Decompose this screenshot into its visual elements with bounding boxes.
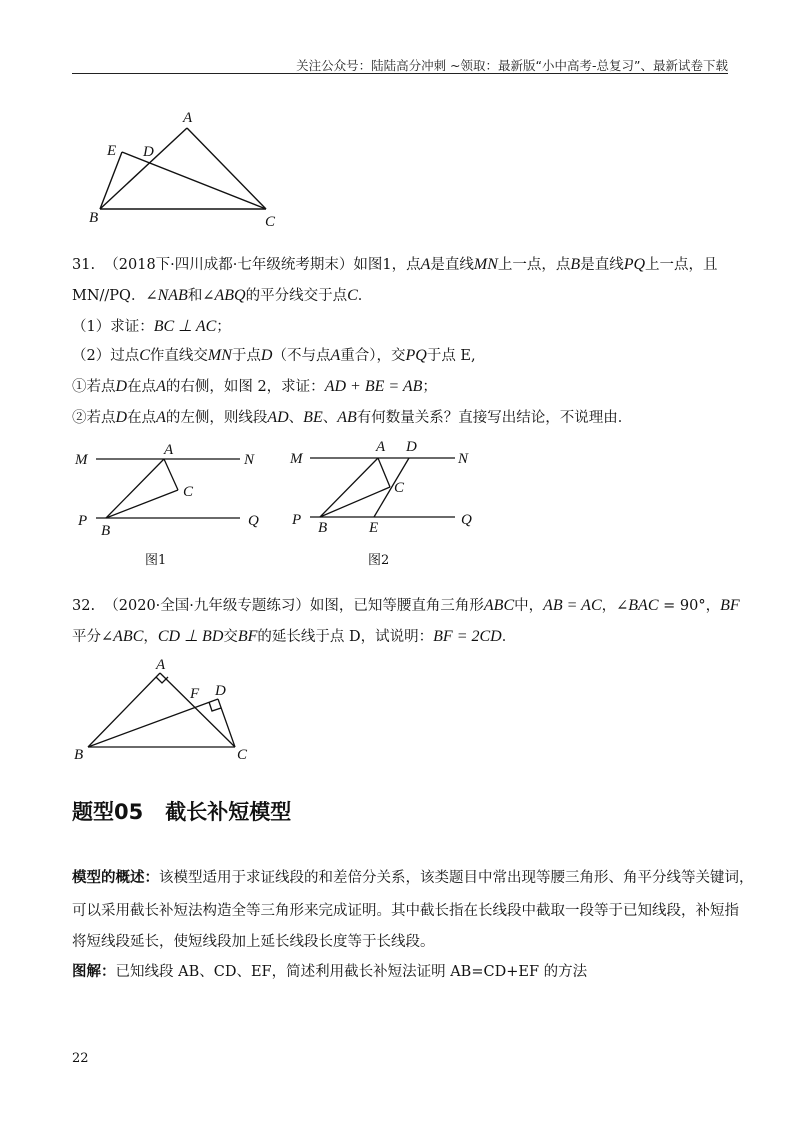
segment-ac [164, 459, 178, 490]
q32-label-f: F [190, 686, 200, 702]
segment-cd [218, 699, 235, 747]
q31-figure-1 [72, 438, 272, 543]
section-name: 截长补短模型 [165, 800, 292, 824]
overview-line1: 模型的概述：该模型适用于求证线段的和差倍分关系，该类题目中常出现等腰三角形、角平分线等关键词， [72, 870, 754, 886]
section-code: 题型05 [72, 800, 144, 824]
fig2-label-p: P [292, 512, 302, 528]
header-divider [72, 73, 728, 74]
segment-ac [378, 458, 390, 487]
q32-line1: 32. （2020·全国·九年级专题练习）如图，已知等腰直角三角形ABC中，AB = AC，∠BAC = 90°，BF [72, 597, 740, 614]
q32-line2: 平分∠ABC，CD ⊥ BD交BF的延长线于点 D，试说明：BF = 2CD． [72, 628, 517, 645]
fig1-label-n: N [244, 452, 255, 468]
q32-figure [70, 655, 270, 765]
q32-label-a: A [156, 657, 166, 673]
diagram-note-label: 图解： [72, 964, 116, 980]
diagram-note: 图解：已知线段 AB、CD、EF，简述利用截长补短法证明 AB=CD+EF 的方法 [72, 964, 588, 980]
fig2-label-c: C [394, 480, 405, 496]
fig1-label-c: C [183, 484, 194, 500]
segment-bd [88, 699, 218, 747]
fig1-label-b: B [101, 523, 111, 539]
q31-part1: （1）求证：BC ⊥ AC； [72, 318, 231, 335]
fig1-label-p: P [78, 513, 88, 529]
segment-ec [122, 152, 266, 209]
q31-figure-2 [285, 435, 490, 540]
fig-top-label-e: E [107, 143, 117, 159]
q32-label-d: D [215, 683, 226, 699]
page-number: 22 [72, 1051, 89, 1066]
overview-line3: 将短线段延长，使短线段加上延长线段长度等于长线段。 [72, 934, 435, 950]
q31-line2: MN//PQ．∠NAB和∠ABQ的平分线交于点C． [72, 287, 373, 304]
segment-ab [106, 459, 164, 518]
figure-triangle-top [80, 105, 300, 230]
segment-ac [187, 128, 266, 209]
fig2-label-m: M [290, 451, 303, 467]
segment-ab [320, 458, 378, 517]
fig2-label-e: E [369, 520, 379, 536]
segment-bc [106, 490, 178, 518]
q32-label-c: C [237, 747, 248, 763]
fig1-caption: 图1 [145, 553, 167, 568]
segment-ab [100, 128, 187, 209]
fig1-label-q: Q [248, 513, 259, 529]
q31-sub2: ②若点D在点A的左侧，则线段AD、BE、AB有何数量关系？直接写出结论，不说理由． [72, 409, 633, 426]
overview-label: 模型的概述： [72, 870, 159, 886]
fig1-label-a: A [164, 442, 174, 458]
fig2-label-d: D [406, 439, 417, 455]
fig2-label-n: N [458, 451, 469, 467]
page-header: 关注公众号：陆陆高分冲刺 ~领取：最新版“小中高考-总复习”、最新试卷下载 [296, 58, 728, 73]
fig2-label-b: B [318, 520, 328, 536]
q31-sub1: ①若点D在点A的右侧，如图 2，求证：AD + BE = AB； [72, 378, 437, 395]
q31-line1: 31. （2018下·四川成都·七年级统考期末）如图1，点A是直线MN上一点，点B是直线PQ上一点，且 [72, 256, 718, 273]
segment-ab [88, 673, 160, 747]
fig2-label-q: Q [461, 512, 472, 528]
q31-part2: （2）过点C作直线交MN于点D（不与点A重合），交PQ于点 E, [72, 347, 476, 364]
q32-label-b: B [74, 747, 84, 763]
section-title [72, 796, 313, 826]
fig-top-label-c: C [265, 214, 276, 230]
fig-top-label-b: B [89, 210, 99, 226]
fig-top-label-d: D [143, 144, 154, 160]
segment-bc [320, 487, 390, 517]
segment-eb [100, 152, 122, 209]
fig1-label-m: M [75, 452, 88, 468]
fig-top-label-a: A [183, 110, 193, 126]
fig2-caption: 图2 [368, 553, 390, 568]
overview-line2: 可以采用截长补短法构造全等三角形来完成证明。其中截长指在长线段中截取一段等于已知线段，补短指 [72, 903, 739, 919]
fig2-label-a: A [376, 439, 386, 455]
